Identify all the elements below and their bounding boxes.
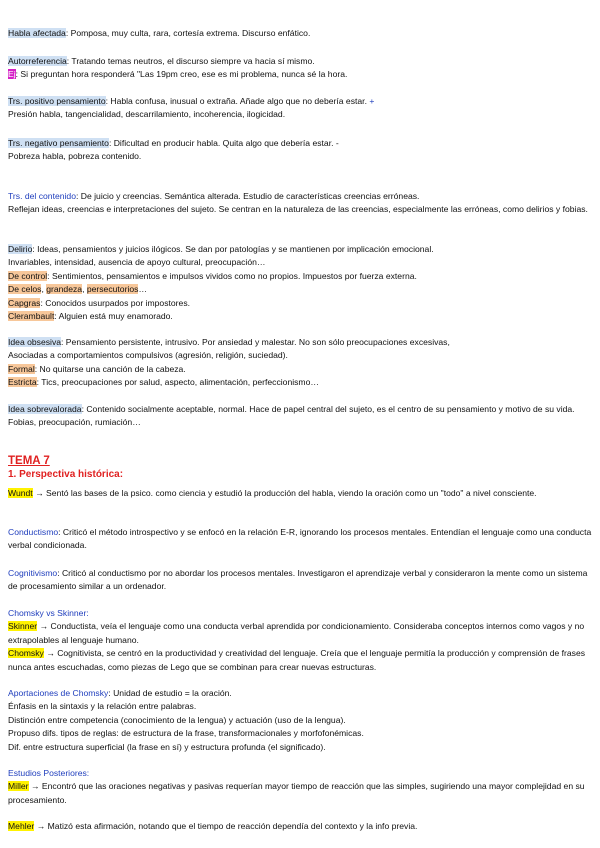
estudios-posteriores-block: [8, 767, 592, 807]
grandeza-term: grandeza: [46, 284, 83, 295]
autorreferencia-block: [8, 55, 592, 82]
trs-positivo-block: [8, 95, 592, 122]
skinner-term: Skinner: [8, 621, 38, 632]
wundt-term: Wundt: [8, 488, 33, 498]
delirio-term: Delirio: [8, 244, 33, 254]
habla-afectada-text: : Pomposa, muy culta, rara, cortesía extrema. Discurso enfático.: [65, 28, 311, 38]
aportaciones-block: [8, 687, 592, 754]
trs-contenido-term: Trs. del contenido: [8, 191, 76, 201]
idea-obsesiva-term: Idea obsesiva: [8, 337, 62, 347]
delirio-block: [8, 243, 592, 323]
delirio-text: : Ideas, pensamientos y juicios ilógicos. Se dan por patologías y se mantienen por implicación emocional.: [32, 244, 434, 254]
trs-negativo-term: Trs. negativo pensamiento: [8, 138, 109, 148]
conductismo-term: Conductismo: [8, 527, 59, 537]
aportaciones-line: Dif. entre estructura superficial (la frase en sí) y estructura profunda (el significado).: [8, 741, 326, 752]
persecutorios-term: persecutorios: [86, 284, 139, 295]
cognitivismo-term: Cognitivismo: [8, 568, 58, 578]
delirio-line2: Invariables, intensidad, ausencia de apoyo cultural, preocupación…: [8, 257, 266, 268]
trs-positivo-text: : Habla confusa, inusual o extraña. Añade algo que no debería estar.: [105, 96, 367, 106]
chomsky-term: Chomsky: [8, 648, 44, 659]
tema-heading: [8, 455, 592, 482]
formal-term: Formal: [8, 363, 35, 374]
ejemplo-tag: Ej: [8, 69, 16, 80]
de-control-text: : Sentimientos, pensamientos e impulsos vividos como no propios. Impuestos por fuerza externa.: [47, 270, 417, 281]
mehler-block: [8, 820, 592, 833]
estudios-posteriores-heading: Estudios Posteriores:: [8, 768, 90, 778]
mehler-term: Mehler: [8, 821, 35, 831]
clerambault-term: Clerambault: [8, 311, 55, 322]
idea-obsesiva-block: [8, 336, 592, 390]
chomsky-vs-skinner-block: [8, 607, 592, 674]
section-subtitle: 1. Perspectiva histórica:: [8, 469, 124, 481]
trs-negativo-text: : Dificultad en producir habla. Quita algo que debería estar. -: [108, 138, 339, 148]
autorreferencia-text: : Tratando temas neutros, el discurso siempre va hacia sí mismo.: [66, 56, 315, 66]
idea-sobrevalorada-text: : Contenido socialmente aceptable, normal. Hace de papel central del sujeto, es el centro de su pensamiento y motivo de su vida. Fobias, preocupación, rumiación…: [8, 404, 575, 428]
formal-text: : No quitarse una canción de la cabeza.: [34, 363, 186, 374]
ejemplo-text: : Si preguntan hora responderá "Las 19pm creo, ese es mi problema, nunca sé la hora.: [15, 69, 348, 80]
conductismo-block: [8, 526, 592, 553]
wundt-text: → Sentó las bases de la psico. como ciencia y estudió la producción del habla, viendo la oración como un "todo" a nivel consciente.: [32, 488, 537, 498]
mehler-text: → Matizó esta afirmación, notando que el tiempo de reacción dependía del contexto y la info previa.: [34, 821, 418, 831]
conductismo-text: : Criticó el método introspectivo y se enfocó en la relación E-R, ignorando los procesos mentales. Entendían el lenguaje como una conducta verbal condicionada.: [8, 527, 592, 551]
chomsky-text: → Cognitivista, se centró en la productividad y creatividad del lenguaje. Creía que el lenguaje permitía la producción y comprensión de frases nunca antes escuchadas, como piezas de Lego que se combinan para crear nuevas estructuras.: [8, 648, 586, 672]
wundt-block: [8, 487, 592, 500]
tema-title: TEMA 7: [8, 455, 50, 467]
de-control-term: De control: [8, 270, 48, 281]
plus-sign: +: [369, 96, 375, 106]
idea-sobrevalorada-block: [8, 403, 592, 430]
cognitivismo-text: : Criticó al conductismo por no abordar los procesos mentales. Investigaron el aprendizaje verbal y consideraron la mente como un sistema de procesamiento similar a un ordenador.: [8, 568, 588, 592]
cognitivismo-block: [8, 567, 592, 594]
miller-term: Miller: [8, 781, 29, 792]
trs-contenido-block: [8, 190, 592, 217]
trs-contenido-text: : De juicio y creencias. Semántica alterada. Estudio de características creencias erróneas.: [76, 191, 420, 201]
capgras-text: : Conocidos usurpados por impostores.: [40, 297, 190, 308]
aportaciones-line: Énfasis en la sintaxis y la relación entre palabras.: [8, 701, 197, 712]
aportaciones-text: : Unidad de estudio = la oración.: [108, 688, 232, 698]
separator: ,: [82, 284, 87, 295]
trs-positivo-term: Trs. positivo pensamiento: [8, 96, 106, 106]
ellipsis: …: [138, 284, 148, 295]
idea-sobrevalorada-term: Idea sobrevalorada: [8, 404, 82, 414]
aportaciones-heading: Aportaciones de Chomsky: [8, 688, 109, 698]
separator: ,: [41, 284, 47, 295]
habla-afectada-term: Habla afectada: [8, 28, 66, 38]
de-celos-term: De celos: [8, 284, 42, 295]
habla-afectada-block: [8, 27, 592, 40]
skinner-text: → Conductista, veía el lenguaje como una conducta verbal aprendida por condicionamiento. Consideraba conceptos internos como vagos y no extrapolables al lenguaje humano.: [8, 621, 585, 645]
trs-positivo-line2: Presión habla, tangencialidad, descarrilamiento, incoherencia, ilogicidad.: [8, 109, 286, 120]
estricta-text: : Tics, preocupaciones por salud, aspecto, alimentación, perfeccionismo…: [36, 377, 319, 388]
autorreferencia-term: Autorreferencia: [8, 56, 67, 66]
idea-obsesiva-line2: Asociadas a comportamientos compulsivos (agresión, religión, suciedad).: [8, 350, 288, 361]
trs-contenido-line2: Reflejan ideas, creencias e interpretaciones del sujeto. Se centran en la naturaleza de las creencias, especialmente las erróneas, como delirios y fobias.: [8, 204, 588, 215]
capgras-term: Capgras: [8, 297, 41, 308]
clerambault-text: : Alguien está muy enamorado.: [54, 311, 173, 322]
idea-obsesiva-text: : Pensamiento persistente, intrusivo. Por ansiedad y malestar. No son sólo preocupaciones excesivas,: [61, 337, 450, 347]
trs-negativo-block: [8, 137, 592, 164]
aportaciones-line: Distinción entre competencia (conocimiento de la lengua) y actuación (uso de la lengua).: [8, 714, 346, 725]
miller-text: → Encontró que las oraciones negativas y pasivas requerían mayor tiempo de reacción que las simples, sugiriendo una mayor complejidad en su procesamiento.: [8, 781, 585, 805]
trs-negativo-line2: Pobreza habla, pobreza contenido.: [8, 151, 142, 162]
chomsky-vs-skinner-heading: Chomsky vs Skinner:: [8, 608, 89, 618]
aportaciones-line: Propuso difs. tipos de reglas: de estructura de la frase, transformacionales y morfofonémicas.: [8, 728, 364, 739]
estricta-term: Estricta: [8, 377, 37, 388]
